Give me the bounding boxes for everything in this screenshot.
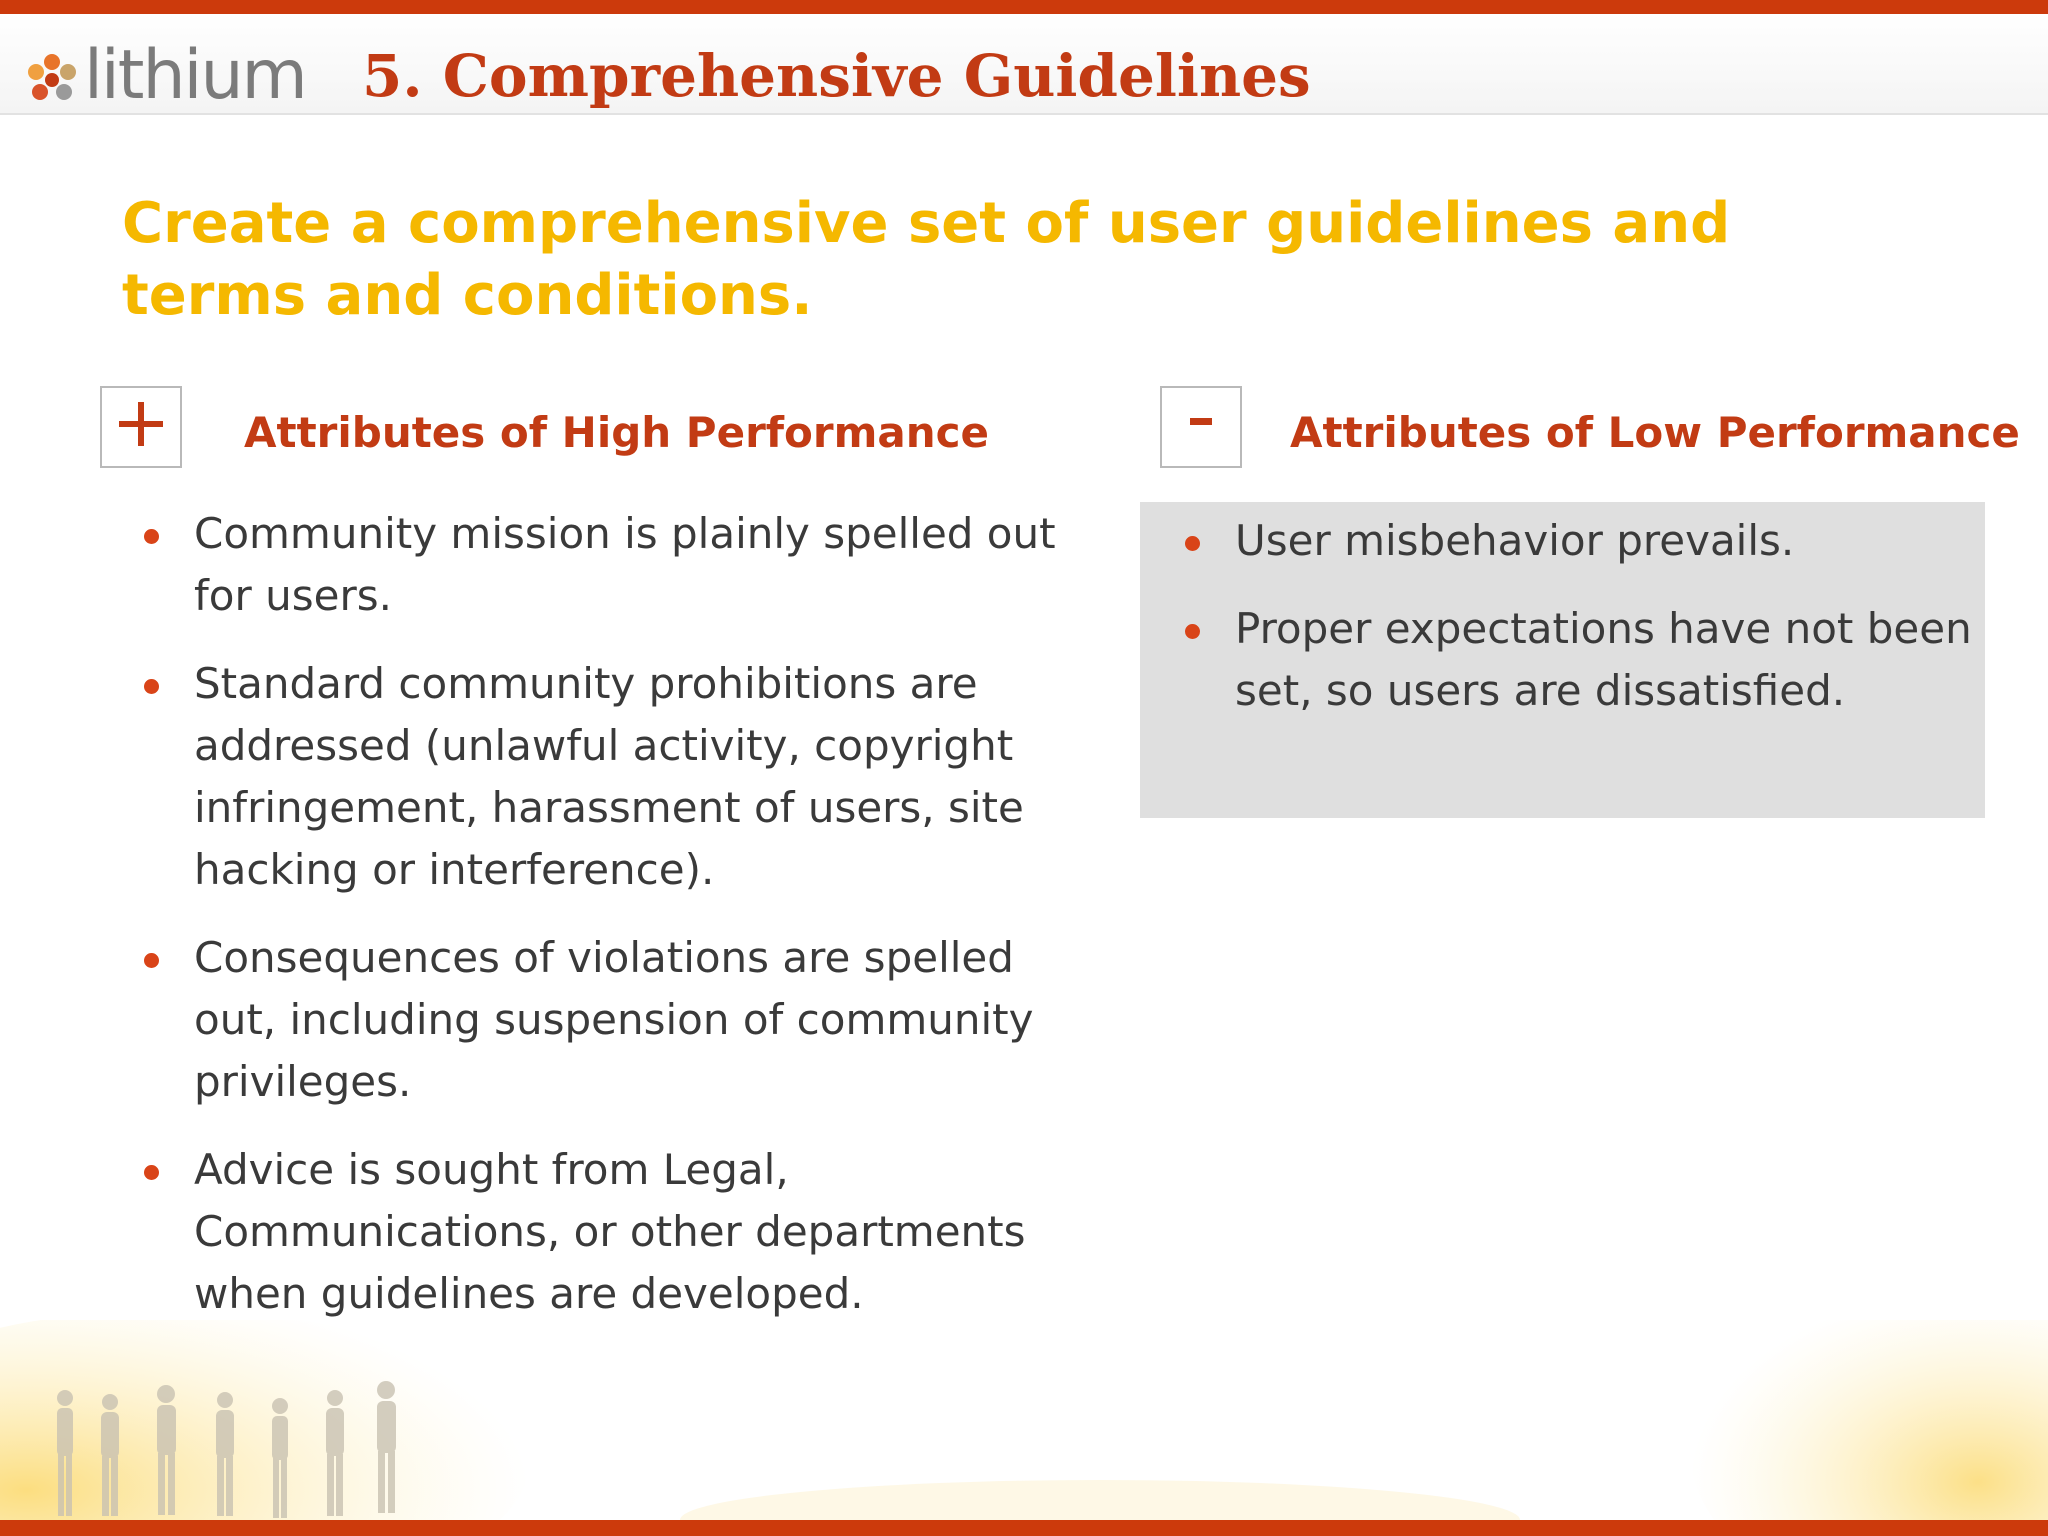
list-item — [144, 1139, 1104, 1325]
bullet-icon — [1185, 536, 1200, 551]
bullet-icon — [144, 529, 159, 544]
low-performance-list — [1185, 510, 1985, 748]
list-item — [1185, 510, 1985, 572]
high-performance-heading: Attributes of High Performance — [244, 408, 990, 457]
bullet-icon — [1185, 624, 1200, 639]
bullet-icon — [144, 679, 159, 694]
minus-icon — [1162, 388, 1240, 466]
list-item-text: Consequences of violations are spelled out, including suspension of community privileges. — [194, 933, 1034, 1106]
bottom-accent-bar — [0, 1520, 2048, 1536]
list-item-text: User misbehavior prevails. — [1235, 516, 1795, 565]
list-item — [144, 503, 1104, 627]
low-performance-heading: Attributes of Low Performance — [1290, 408, 2020, 457]
bullet-icon — [144, 953, 159, 968]
page-title: 5. Comprehensive Guidelines — [362, 42, 1311, 110]
minus-icon-box — [1160, 386, 1242, 468]
lithium-logo — [22, 36, 306, 116]
plus-icon — [102, 388, 180, 466]
logo-flower-icon — [22, 50, 82, 110]
list-item — [144, 927, 1104, 1113]
top-accent-bar — [0, 0, 2048, 14]
slide-header — [0, 14, 2048, 115]
list-item-text: Advice is sought from Legal, Communications, or other departments when guidelines are developed. — [194, 1145, 1026, 1318]
high-performance-list — [144, 503, 1104, 1351]
list-item-text: Proper expectations have not been set, so users are dissatisfied. — [1235, 604, 1972, 715]
list-item — [144, 653, 1104, 901]
logo-wordmark: lithium — [84, 36, 306, 115]
slide-headline: Create a comprehensive set of user guidelines and terms and conditions. — [122, 191, 1731, 328]
list-item — [1185, 598, 1985, 722]
bullet-icon — [144, 1165, 159, 1180]
footer-people-illustration — [0, 1320, 2048, 1520]
list-item-text: Community mission is plainly spelled out for users. — [194, 509, 1056, 620]
list-item-text: Standard community prohibitions are addressed (unlawful activity, copyright infringement, harassment of users, site hacking or interference). — [194, 659, 1024, 894]
plus-icon-box — [100, 386, 182, 468]
